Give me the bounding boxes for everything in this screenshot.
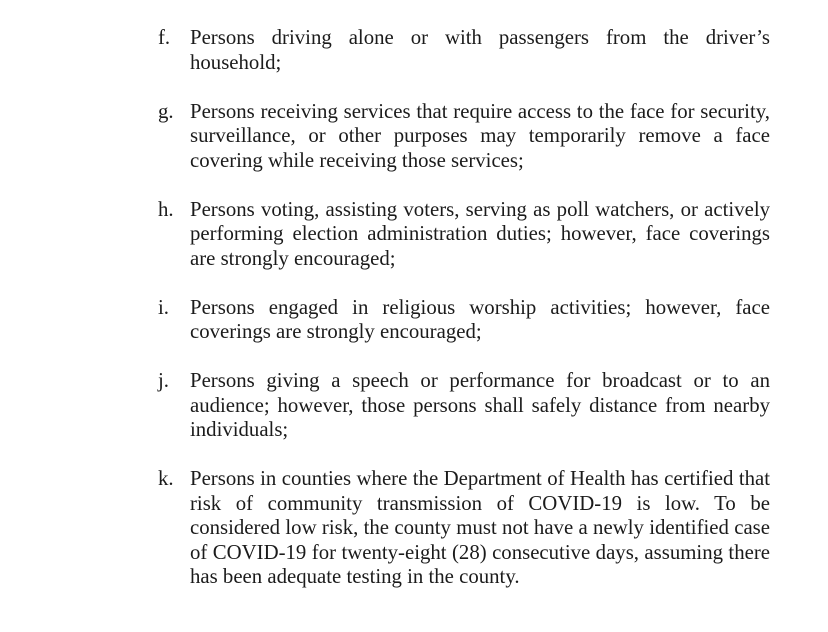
exemption-list [158, 26, 770, 590]
list-item-i [158, 296, 770, 345]
list-item-text: Persons giving a speech or performance for broadcast or to an audience; however, those persons shall safely distance from nearby individuals; [190, 369, 770, 442]
list-item-letter: i. [158, 295, 169, 319]
list-item-text: Persons receiving services that require access to the face for security, surveillance, or other purposes may temporarily remove a face covering while receiving those services; [190, 99, 770, 172]
list-item-text: Persons voting, assisting voters, serving as poll watchers, or actively performing election administration duties; however, face coverings are strongly encouraged; [190, 197, 770, 270]
list-item-g [158, 100, 770, 174]
list-item-text: Persons driving alone or with passengers from the driver’s household; [190, 26, 770, 74]
list-item-letter: h. [158, 197, 174, 221]
list-item-f [158, 26, 770, 75]
list-item-letter: j. [158, 369, 169, 393]
list-item-h [158, 198, 770, 272]
list-item-k [158, 467, 770, 590]
list-item-letter: f. [158, 26, 171, 49]
list-item-text: Persons engaged in religious worship activities; however, face coverings are strongly encouraged; [190, 295, 770, 344]
list-item-j [158, 369, 770, 443]
list-item-letter: k. [158, 467, 174, 491]
list-item-text: Persons in counties where the Department of Health has certified that risk of community transmission of COVID-19 is low. To be considered low risk, the county must not have a newly identified case of COVID-19 for twenty-eight (28) consecutive days, assuming there has been adequate testing in the county. [190, 467, 770, 589]
list-item-letter: g. [158, 99, 174, 123]
